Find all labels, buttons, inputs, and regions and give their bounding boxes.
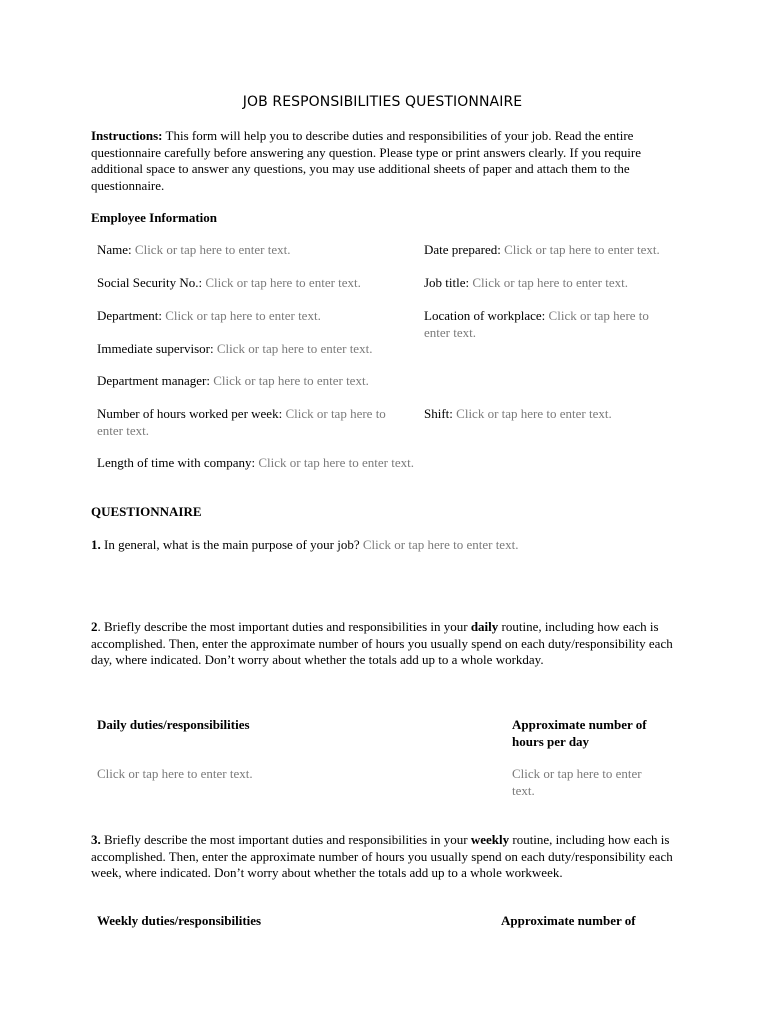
date-prepared-field: [424, 242, 669, 259]
location-field: [424, 308, 669, 341]
name-label: Name:: [97, 242, 132, 257]
location-input[interactable]: Click or tap here to enter text.: [424, 308, 649, 340]
date-prepared-label: Date prepared:: [424, 242, 501, 257]
manager-input[interactable]: Click or tap here to enter text.: [213, 373, 369, 388]
question-1-number: 1.: [91, 537, 101, 552]
ssn-field: [97, 275, 417, 292]
shift-input[interactable]: Click or tap here to enter text.: [456, 406, 612, 421]
date-prepared-input[interactable]: Click or tap here to enter text.: [504, 242, 660, 257]
supervisor-input[interactable]: Click or tap here to enter text.: [216, 341, 373, 356]
department-field: [97, 308, 417, 325]
shift-field: [424, 406, 669, 423]
question-2-emphasis: daily: [470, 619, 499, 634]
daily-duties-input[interactable]: Click or tap here to enter text.: [97, 766, 253, 781]
job-title-input[interactable]: Click or tap here to enter text.: [472, 275, 628, 290]
daily-hours-header: Approximate number of hours per day: [512, 717, 647, 749]
question-2: [91, 619, 674, 669]
hours-input[interactable]: Click or tap here to enter text.: [97, 406, 386, 438]
department-label: Department:: [97, 308, 162, 323]
weekly-duties-header: Weekly duties/responsibilities: [97, 913, 262, 928]
daily-hours-input[interactable]: Click or tap here to enter text.: [512, 766, 642, 798]
location-label: Location of workplace:: [424, 308, 546, 323]
shift-label: Shift:: [424, 406, 453, 421]
supervisor-field: [97, 341, 417, 358]
question-3: [91, 832, 674, 882]
hours-label: Number of hours worked per week:: [97, 406, 283, 421]
question-2-number: 2: [91, 619, 98, 634]
question-3-number: 3.: [91, 832, 101, 847]
ssn-input[interactable]: Click or tap here to enter text.: [205, 275, 361, 290]
page-title: JOB RESPONSIBILITIES QUESTIONNAIRE: [242, 94, 523, 110]
length-input[interactable]: Click or tap here to enter text.: [258, 455, 414, 470]
weekly-hours-header: Approximate number of: [501, 913, 636, 928]
question-1-text: In general, what is the main purpose of your job?: [100, 537, 363, 552]
question-2-text-b: routine, including how each is accomplished. Then, enter the approximate number of hours you usually spend on each duty/responsibility each day, where indicated. Don’t worry about whether the totals add up to a whole workday.: [91, 619, 673, 667]
question-3-text-a: Briefly describe the most important duties and responsibilities in your: [100, 832, 471, 847]
instructions-text: This form will help you to describe duties and responsibilities of your job. Read the entire questionnaire carefully before answering any question. Please type or print answers clearly. If you require additional space to answer any questions, you may use additional sheets of paper and attach them to the questionnaire.: [91, 128, 642, 193]
question-3-emphasis: weekly: [470, 832, 510, 847]
question-2-text-a: . Briefly describe the most important duties and responsibilities in your: [97, 619, 471, 634]
question-1-input[interactable]: Click or tap here to enter text.: [362, 537, 519, 552]
name-field: [97, 242, 417, 259]
ssn-label: Social Security No.:: [97, 275, 203, 290]
instructions-paragraph: [91, 128, 674, 194]
name-input[interactable]: Click or tap here to enter text.: [134, 242, 291, 257]
manager-label: Department manager:: [97, 373, 210, 388]
supervisor-label: Immediate supervisor:: [97, 341, 214, 356]
hours-field: [97, 406, 413, 439]
questionnaire-heading: QUESTIONNAIRE: [91, 504, 202, 519]
length-field: [97, 455, 657, 472]
job-title-label: Job title:: [424, 275, 470, 290]
length-label: Length of time with company:: [97, 455, 256, 470]
department-input[interactable]: Click or tap here to enter text.: [165, 308, 321, 323]
employee-info-heading: Employee Information: [91, 210, 218, 225]
job-title-field: [424, 275, 669, 292]
instructions-label: Instructions:: [91, 128, 163, 143]
manager-field: [97, 373, 417, 390]
question-3-text-b: routine, including how each is accomplished. Then, enter the approximate number of hours you usually spend on each duty/responsibility each week, where indicated. Don’t worry about whether the totals add up to a whole workweek.: [91, 832, 673, 880]
daily-duties-header: Daily duties/responsibilities: [97, 717, 250, 732]
question-1: [91, 537, 674, 554]
